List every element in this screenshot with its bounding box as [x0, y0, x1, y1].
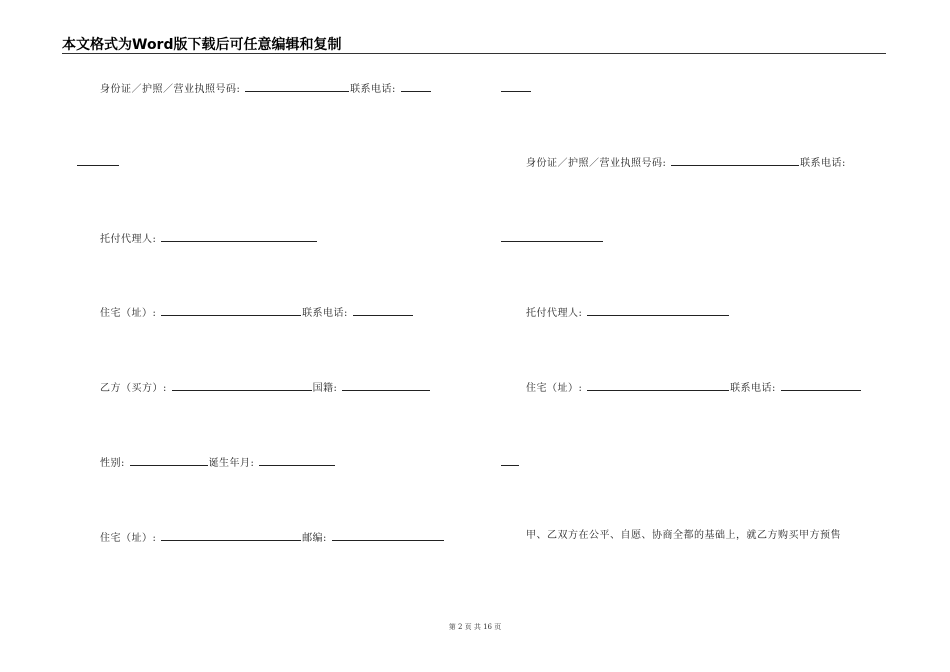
id-blank — [245, 80, 349, 92]
continuation-blank — [501, 230, 603, 242]
contract-paragraph: 甲、乙双方在公平、自愿、协商全都的基础上，就乙方购买甲方预售 — [526, 530, 841, 541]
right-paragraph-line — [526, 529, 841, 543]
phone-blank — [353, 304, 413, 316]
buyer-blank — [172, 379, 312, 391]
postcode-label: 邮编: — [302, 533, 327, 544]
phone-label: 联系电话: — [730, 383, 776, 394]
phone-blank — [781, 379, 861, 391]
agent-label: 托付代理人: — [100, 234, 157, 245]
birth-label: 诞生年月: — [208, 458, 255, 469]
address-blank — [161, 304, 301, 316]
agent-label: 托付代理人: — [526, 308, 583, 319]
birth-blank — [259, 454, 335, 466]
address-label: 住宅（址）: — [526, 383, 583, 394]
document-header: 本文格式为Word版下载后可任意编辑和复制 — [62, 37, 342, 53]
gender-blank — [130, 454, 208, 466]
page-number: 第 2 页 共 16 页 — [448, 623, 502, 631]
address-blank — [587, 379, 729, 391]
nationality-blank — [342, 379, 430, 391]
right-address-line — [526, 379, 862, 396]
continuation-blank — [501, 80, 531, 92]
address-blank — [161, 529, 301, 541]
right-id-line — [526, 154, 846, 171]
phone-label: 联系电话: — [302, 308, 348, 319]
nationality-label: 国籍: — [312, 383, 338, 394]
continuation-blank — [77, 154, 119, 166]
right-agent-line — [526, 304, 730, 321]
left-buyer-line — [100, 379, 431, 396]
agent-blank — [161, 230, 317, 242]
gender-label: 性别: — [100, 458, 125, 469]
left-agent-line — [100, 230, 318, 247]
left-address-line — [100, 304, 414, 321]
id-blank — [671, 154, 799, 166]
id-label: 身份证／护照／营业执照号码: — [100, 84, 241, 95]
continuation-blank — [501, 454, 519, 466]
phone-label: 联系电话: — [350, 84, 396, 95]
address-label: 住宅（址）: — [100, 308, 157, 319]
left-continuation-line — [76, 154, 120, 171]
phone-blank — [401, 80, 431, 92]
buyer-label: 乙方（买方）: — [100, 383, 167, 394]
right-continuation-line-2 — [500, 230, 604, 247]
right-continuation-line-3 — [500, 454, 520, 471]
left-gender-line — [100, 454, 336, 471]
right-continuation-line — [500, 80, 532, 97]
left-address2-line — [100, 529, 445, 546]
id-label: 身份证／护照／营业执照号码: — [526, 158, 667, 169]
agent-blank — [587, 304, 729, 316]
phone-label: 联系电话: — [800, 158, 846, 169]
postcode-blank — [332, 529, 444, 541]
address-label: 住宅（址）: — [100, 533, 157, 544]
left-id-line — [100, 80, 432, 97]
header-divider — [62, 53, 886, 54]
